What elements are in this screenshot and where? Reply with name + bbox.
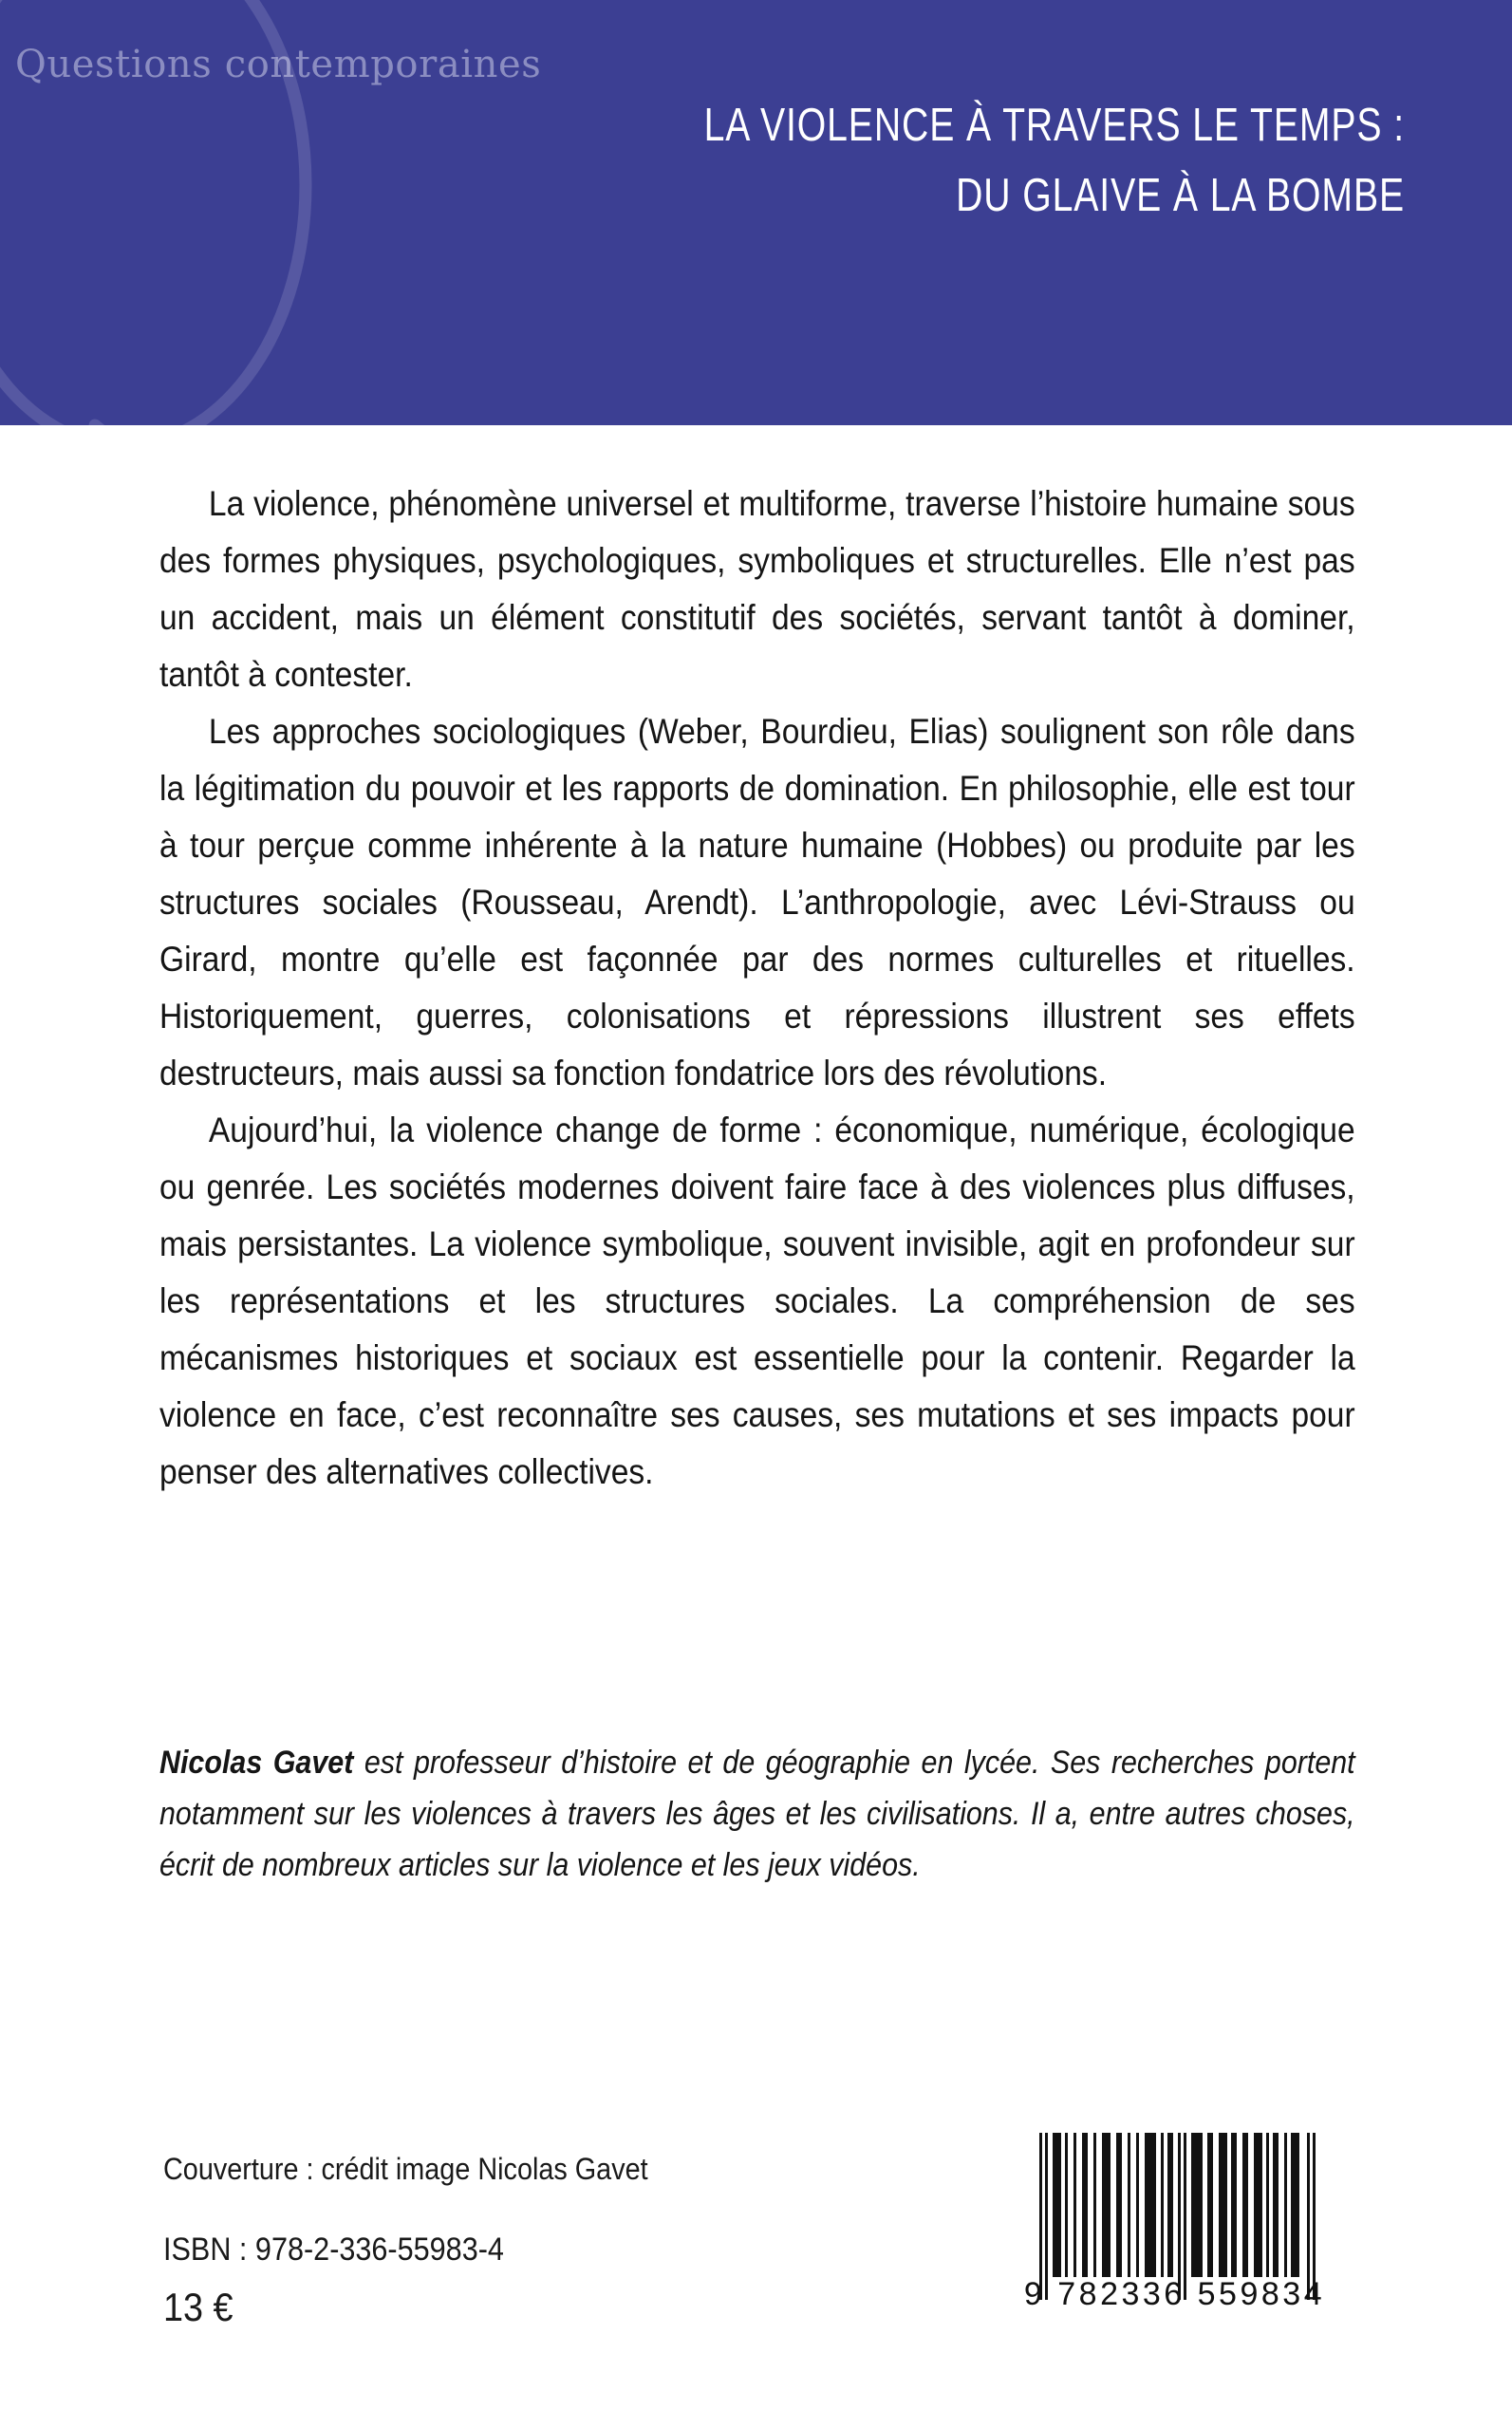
author-bio-text: est professeur d’histoire et de géographie en lycée. Ses recherches portent notamment sur les violences à travers les âges et les civilisations. Il a, entre autres choses, écrit de nombreux articles sur la violence et les jeux vidéos.	[159, 1745, 1355, 1883]
blurb-paragraph: La violence, phénomène universel et multiforme, traverse l’histoire humaine sous des formes physiques, psychologiques, symboliques et structurelles. Elle n’est pas un accident, mais un élément constitutif des sociétés, servant tantôt à dominer, tantôt à contester.	[159, 483, 1355, 694]
header-band	[0, 0, 1512, 425]
barcode-number: 9 782336 559834	[1023, 2276, 1326, 2312]
blurb-paragraph: Les approches sociologiques (Weber, Bourdieu, Elias) soulignent son rôle dans la légitimation du pouvoir et les rapports de domination. En philosophie, elle est tour à tour perçue comme inhérente à la nature humaine (Hobbes) ou produite par les structures sociales (Rousseau, Arendt). L’anthropologie, avec Lévi-Strauss ou Girard, montre qu’elle est façonnée par des normes culturelles et rituelles. Historiquement, guerres, colonisations et répressions illustrent ses effets destructeurs, mais aussi sa fonction fondatrice lors des révolutions.	[159, 711, 1355, 1092]
title-line-2: DU GLAIVE À LA BOMBE	[956, 170, 1405, 221]
ean13-barcode-icon	[1011, 2129, 1338, 2300]
author-name: Nicolas Gavet	[159, 1745, 354, 1781]
title-line-1: LA VIOLENCE À TRAVERS LE TEMPS :	[703, 100, 1405, 151]
blurb-paragraph: Aujourd’hui, la violence change de forme : économique, numérique, écologique ou genrée. Les sociétés modernes doivent faire face à des violences plus diffuses, mais persistantes. La violence symbolique, souvent invisible, agit en profondeur sur les représentations et les structures sociales. La compréhension de ses mécanismes historiques et sociaux est essentielle pour la contenir. Regarder la violence en face, c’est reconnaître ses causes, ses mutations et ses impacts pour penser des alternatives collectives.	[159, 1110, 1355, 1491]
price: 13 €	[163, 2285, 233, 2329]
blurb-text	[159, 475, 1355, 1500]
page-title	[456, 90, 1405, 231]
author-bio-paragraph	[159, 1737, 1355, 1891]
footer-info	[163, 2151, 701, 2331]
cover-credit: Couverture : crédit image Nicolas Gavet	[163, 2152, 648, 2186]
isbn-number: ISBN : 978-2-336-55983-4	[163, 2232, 504, 2268]
author-biography	[159, 1737, 1355, 1891]
collection-name: Questions contemporaines	[15, 43, 542, 86]
